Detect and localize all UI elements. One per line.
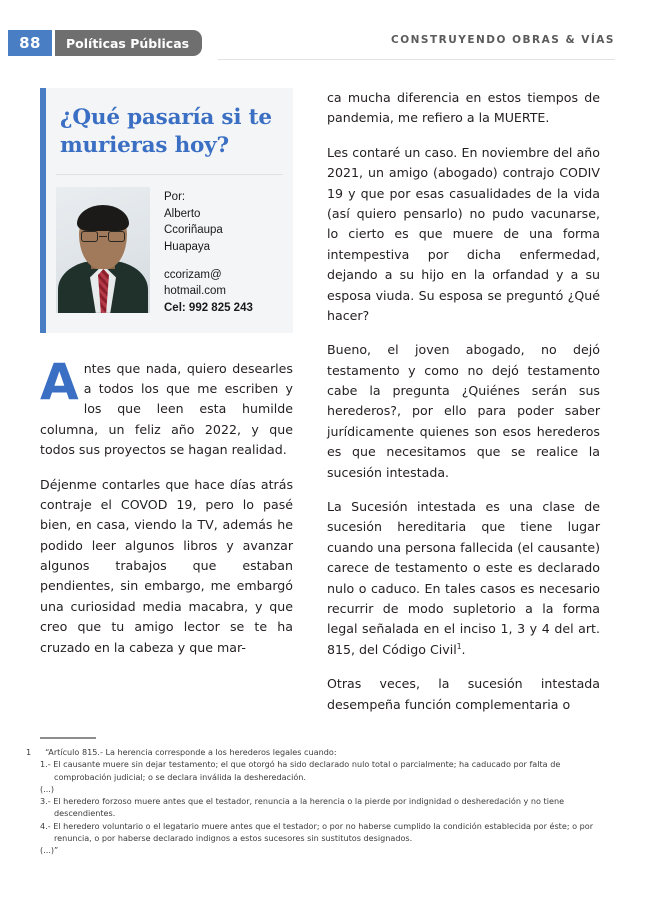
right-column [327,88,600,729]
footnote-item-4 [40,820,612,845]
header-divider-rule [218,59,615,60]
byline-label: Por: [164,190,186,203]
footnote-block [26,737,612,857]
author-phone: Cel: 992 825 243 [164,301,253,314]
footnote-item-3 [40,795,612,820]
author-name-line-1: Alberto [164,207,201,220]
byline-block [46,175,293,321]
footnote-intro-text: “Artículo 815.- La herencia corresponde a los herederos legales cuando: [45,747,337,757]
article-feature-box [40,88,293,333]
footnote-item-1 [40,758,612,783]
left-paragraph-2: Déjenme contarles que hace días atrás contraje el COVOD 19, pero lo pasé bien, en casa, viendo la TV, además he podido leer algunos libros y avanzar algunos trabajos que estaban pendientes, sin embargo, me embargó una curiosidad media macabra, y que creo que tu amigo lector se te ha cruzado en la cabeza y que mar- [40,476,293,655]
section-tab-label: Políticas Públicas [55,30,202,56]
left-paragraph-1-text: ntes que nada, quiero desearles a todos los que me escriben y los que leen esta humilde columna, un feliz año 2022, y que todos sus proyectos se hagan realidad. [40,360,293,458]
left-paragraph-1 [40,352,293,461]
footnote-item-5: (...)” [40,845,59,856]
right-paragraph-4: La Sucesión intestada es una clase de sucesión hereditaria que tiene lugar cuando una persona fallecida (el causante) carece de testamento o este es declarado nulo o caduco. En tales casos es necesario recurrir de modo supletorio a la forma legal señalada en el inciso 1, 3 y 4 del art. 815, del Código Civil$^1$. [327,499,600,657]
right-paragraph-4-text: La Sucesión intestada es una clase de sucesión hereditaria que tiene lugar cuando una persona fallecida (el causante) carece de testamento o este es declarado nulo o caduco. En tales casos es necesario recurrir de modo supletorio a la forma legal señalada en el inciso 1, 3 y 4 del art. 815, del Código Civil [327,499,600,657]
author-email-line-1: ccorizam@ [164,268,222,281]
footnote-item-3-text: El heredero forzoso muere antes que el testador, renuncia a la herencia o la pierde por indignidad o desheredación y no tiene descendientes. [53,796,565,819]
running-head: CONSTRUYENDO OBRAS & VÍAS [390,34,615,46]
author-portrait-photo [56,187,150,313]
footnote-item-1-num: 1.- [40,759,51,770]
glasses-bridge [99,236,107,237]
right-paragraph-2: Les contaré un caso. En noviembre del año 2021, un amigo (abogado) contrajo CODIV 19 y que por esas casualidades de la vida (así quiero pensarlo) no pudo vacunarse, lo cierto es que muere de una forma intempestiva por dicha enfermedad, dejando a su hijo en la orfandad y a su esposa viuda. Su esposa se preguntó ¿Qué hacer? [327,144,600,323]
footnote-item-3-num: 3.- [40,796,51,807]
drop-cap: A [40,352,79,411]
footnote-item-1-text: El causante muere sin dejar testamento; el que otorgó ha sido declarado nulo total o parcialmente; ha caducado por falta de comprobación judicial; o se declara inválida la desheredación. [53,759,561,782]
page-number-badge: 88 [8,30,52,56]
page-header [0,30,650,56]
byline-text [150,187,253,317]
footnote-item-4-num: 4.- [40,820,51,831]
author-name-line-2: Ccoriñaupa [164,224,223,237]
footnote-item-2: (...) [40,783,55,794]
footnote-item-4-text: El heredero voluntario o el legatario muere antes que el testador; o por no haberse cumplido la condición establecida por éste; o por renuncia, o por haberse declarado indignos a estos sucesores sin sustitutos designados. [53,820,594,844]
author-email-line-2: hotmail.com [164,285,226,298]
byline-spacer [164,256,253,267]
author-name-line-3: Huapaya [164,240,211,253]
right-paragraph-3: Bueno, el joven abogado, no dejó testamento y como no dejó testamento cabe la pregunta ¿Quiénes serán sus herederos?, por ello para poder saber jurídicamente quienes son esos herederos es que necesitamos que se realice la sucesión intestada. [327,342,600,480]
footnote-intro-line: 1 “Artículo 815.- La herencia corresponde a los herederos legales cuando: [26,747,337,757]
right-paragraph-5: Otras veces, la sucesión intestada desempeña función complementaria o [327,676,600,712]
left-column [40,88,296,672]
footnote-separator-rule [40,737,96,739]
right-paragraph-1: ca mucha diferencia en estos tiempos de pandemia, me refiero a la MUERTE. [327,90,600,126]
article-title: ¿Qué pasaría si te murieras hoy? [60,105,272,158]
footnote-reference-marker[interactable]: 1 [456,641,462,651]
